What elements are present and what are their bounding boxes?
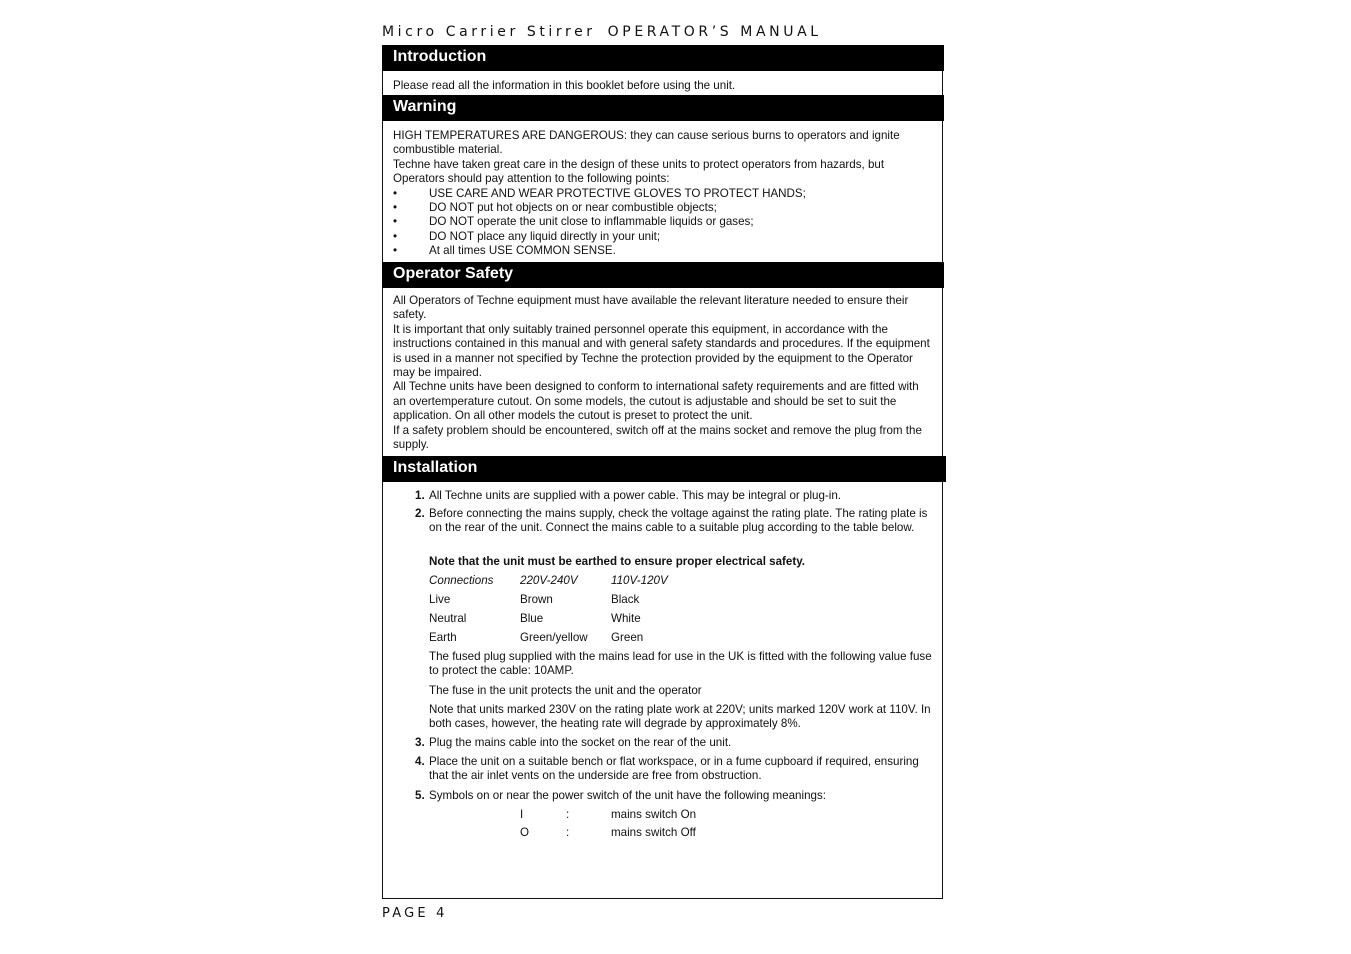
bullet-text: At all times USE COMMON SENSE. (429, 244, 616, 258)
warning-bullet (393, 187, 933, 201)
step-number: 2. (415, 507, 425, 520)
installation-step-2 (393, 507, 935, 536)
page-number: PAGE 4 (382, 906, 448, 921)
safety-text (393, 294, 933, 452)
bullet-mark: • (393, 229, 398, 243)
table-cell: Green/yellow (520, 631, 588, 644)
safety-paragraph-3: All Techne units have been designed to conform to international safety requirements and are fitted with an overtemperature cutout. On some models, the cutout is adjustable and should be set to suit the application. On all other models the cutout is preset to protect the unit. (393, 380, 919, 423)
warning-bullet (393, 201, 933, 215)
step-number: 3. (415, 736, 425, 749)
fuse-unit-note: The fuse in the unit protects the unit and the operator (429, 684, 702, 697)
warning-bullet (393, 230, 933, 244)
warning-bullet (393, 215, 933, 229)
step-number: 4. (415, 755, 425, 768)
safety-paragraph-4: If a safety problem should be encountered, switch off at the mains socket and remove the plug from the supply. (393, 423, 922, 452)
warning-paragraph-2: Techne have taken great care in the design of these units to protect operators from hazards, but Operators should pay attention to the following points: (393, 157, 885, 186)
bullet-mark: • (393, 201, 398, 215)
table-cell: Live (429, 593, 451, 606)
step-text: Symbols on or near the power switch of the unit have the following meanings: (429, 789, 826, 802)
step-number: 1. (415, 489, 425, 502)
warning-bullet (393, 244, 933, 258)
manual-name: OPERATOR’S MANUAL (607, 24, 822, 40)
bullet-text: DO NOT operate the unit close to inflammable liquids or gases; (429, 215, 754, 229)
table-cell: Black (611, 593, 640, 606)
step-text: All Techne units are supplied with a power cable. This may be integral or plug-in. (429, 489, 842, 502)
symbol-separator: : (566, 826, 570, 839)
voltage-note: Note that units marked 230V on the rating plate work at 220V; units marked 120V work at 110V. In both cases, however, the heating rate will degrade by approximately 8%. (429, 703, 931, 731)
bullet-mark: • (393, 244, 398, 258)
bullet-mark: • (393, 215, 398, 229)
introduction-text (393, 79, 933, 93)
symbol-glyph: O (520, 826, 530, 839)
table-cell: Earth (429, 631, 457, 644)
table-cell: Neutral (429, 612, 467, 625)
symbol-meaning: mains switch Off (611, 826, 696, 839)
earth-note: Note that the unit must be earthed to ensure proper electrical safety. (429, 555, 806, 568)
table-header-cell: 220V-240V (520, 574, 578, 587)
product-name: Micro Carrier Stirrer (382, 24, 596, 40)
step-number: 5. (415, 789, 425, 802)
table-header-cell: 110V-120V (611, 574, 668, 587)
table-cell: Green (611, 631, 644, 644)
section-heading-operator-safety: Operator Safety (382, 262, 944, 288)
section-heading-installation: Installation (382, 456, 946, 482)
symbol-glyph: I (520, 808, 524, 821)
bullet-text: USE CARE AND WEAR PROTECTIVE GLOVES TO PROTECT HANDS; (429, 186, 806, 200)
symbol-meaning: mains switch On (611, 808, 697, 821)
safety-paragraph-1: All Operators of Techne equipment must have available the relevant literature needed to ensure their safety. (393, 294, 909, 322)
installation-step-5 (393, 789, 935, 803)
table-header-cell: Connections (429, 574, 494, 587)
warning-text (393, 129, 933, 259)
warning-paragraph-1: HIGH TEMPERATURES ARE DANGEROUS: they can cause serious burns to operators and ignite combustible material. (393, 129, 900, 157)
section-heading-warning: Warning (382, 95, 944, 121)
safety-paragraph-2: It is important that only suitably trained personnel operate this equipment, in accordance with the instructions contained in this manual and with general safety standards and procedures. If the equipment is used in a manner not specified by Techne the protection provided by the equipment to the Operator may be impaired. (393, 322, 930, 380)
step-text: Plug the mains cable into the socket on the rear of the unit. (429, 736, 732, 749)
table-cell: Brown (520, 593, 553, 606)
step-text: Place the unit on a suitable bench or flat workspace, or in a fume cupboard if required, ensuring that the air inlet vents on the underside are free from obstruction. (429, 755, 919, 783)
symbol-separator: : (566, 808, 570, 821)
installation-step-1 (393, 489, 935, 503)
installation-step-4 (393, 755, 935, 784)
bullet-text: DO NOT place any liquid directly in your unit; (429, 229, 661, 243)
step-text: Before connecting the mains supply, check the voltage against the rating plate. The rating plate is on the rear of the unit. Connect the mains cable to a suitable plug according to the table below. (429, 507, 928, 535)
bullet-mark: • (393, 186, 398, 200)
bullet-text: DO NOT put hot objects on or near combustible objects; (429, 201, 717, 215)
table-cell: Blue (520, 612, 544, 625)
introduction-paragraph: Please read all the information in this booklet before using the unit. (393, 79, 736, 92)
fuse-note: The fused plug supplied with the mains lead for use in the UK is fitted with the following value fuse to protect the cable: 10AMP. (429, 650, 932, 678)
table-cell: White (611, 612, 641, 625)
section-heading-introduction: Introduction (382, 45, 944, 71)
manual-header (382, 24, 822, 40)
installation-step-3 (393, 736, 935, 750)
